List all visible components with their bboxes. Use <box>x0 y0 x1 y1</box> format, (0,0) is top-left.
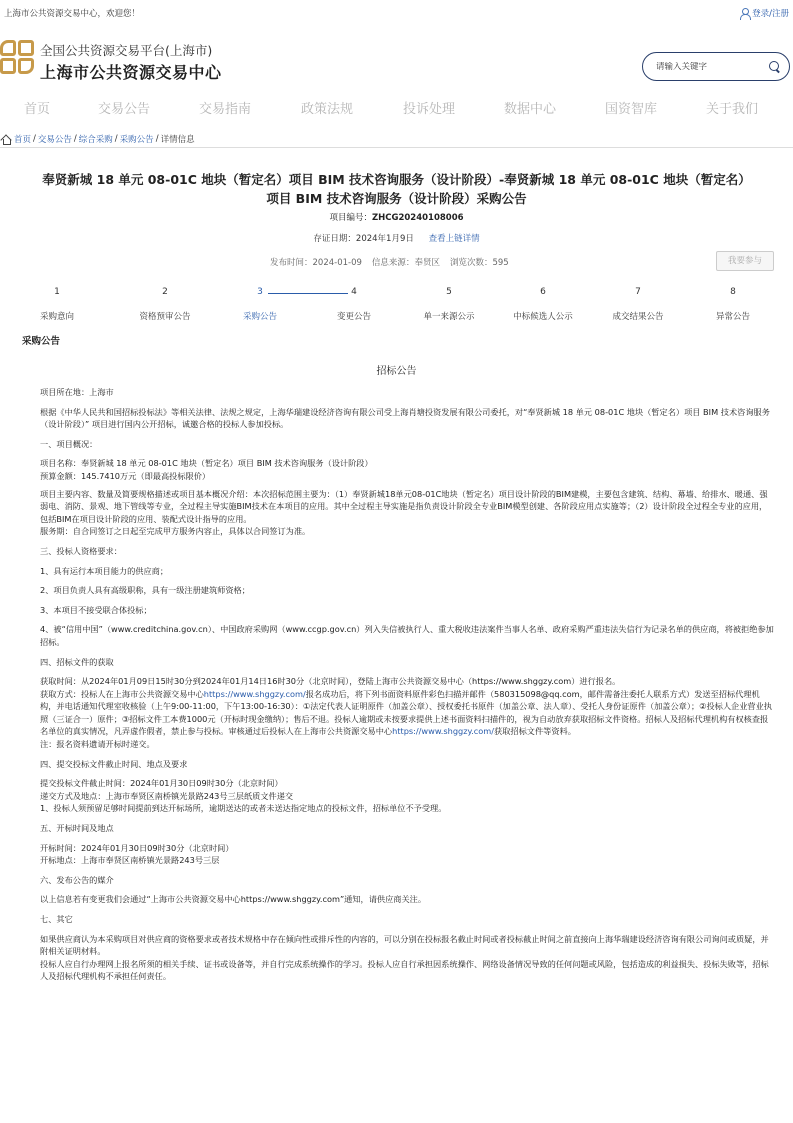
welcome-text: 上海市公共资源交易中心，欢迎您！ <box>4 9 141 19</box>
breadcrumb-purchase-notice[interactable]: 采购公告 <box>119 135 154 145</box>
retain-info: 存证日期：2024年1月9日 查看上链详情 <box>313 234 480 244</box>
step-8[interactable]: 8 异常公告 <box>715 287 750 322</box>
heading-submission: 四、提交投标文件截止时间、地点及要求 <box>40 758 188 769</box>
step-4[interactable]: 4 变更公告 <box>336 287 371 322</box>
heading-media: 六、发布公告的媒介 <box>40 874 114 885</box>
shggzy-link-2[interactable]: https://www.shggzy.com/ <box>392 726 495 737</box>
para-note: 注：报名资料遗请开标时递交。 <box>40 739 155 750</box>
home-icon <box>1 135 11 144</box>
para-opening-time: 开标时间：2024年01月30日09时30分（北京时间） <box>40 842 234 853</box>
step-5[interactable]: 5 单一来源公示 <box>423 287 475 322</box>
step-3[interactable]: 3 采购公告 <box>242 287 277 322</box>
divider <box>0 147 793 148</box>
para-location: 项目所在地：上海市 <box>40 387 114 397</box>
login-link[interactable] <box>740 7 789 19</box>
step-1[interactable]: 1 采购意向 <box>39 287 74 322</box>
para-other-2: 投标人应自行办理网上报名所须的相关手续、证书或设备等，并自行完成系统操作的学习。投标人应自行承担因系统操作、网络设备情况导致的任何问题或风险，包括造成的利益损失、投标失败等，招标人及招标代理机构不承担任何责任。 <box>40 958 769 982</box>
nav-home[interactable]: 首页 <box>24 102 51 117</box>
user-icon <box>740 8 750 19</box>
notice-title: 招标公告 <box>376 366 417 377</box>
breadcrumb-announcements[interactable]: 交易公告 <box>37 135 72 145</box>
shggzy-link[interactable]: https://www.shggzy.com/ <box>203 688 306 699</box>
search-input[interactable] <box>656 62 766 72</box>
nav-announcements[interactable]: 交易公告 <box>98 102 151 117</box>
chain-detail-link[interactable]: 查看上链详情 <box>428 234 480 244</box>
heading-other: 七、其它 <box>40 914 73 924</box>
page-title: 奉贤新城 18 单元 08-01C 地块（暂定名）项目 BIM 技术咨询服务（设计阶段）-奉贤新城 18 单元 08-01C 地块（暂定名）项目 BIM 技术咨询服务（设计阶段）采购公告 <box>42 172 751 206</box>
nav-guide[interactable]: 交易指南 <box>199 102 252 117</box>
login-label: 登录/注册 <box>752 9 789 19</box>
nav-complaints[interactable]: 投诉处理 <box>403 102 456 117</box>
search-icon[interactable] <box>769 61 781 73</box>
step-2[interactable]: 2 资格预审公告 <box>139 287 191 322</box>
para-obtain-method: 获取方式：投标人在上海市公共资源交易中心https://www.shggzy.com/报名成功后，将下列书面资料原件彩色扫描并邮件（580315098@qq.com，邮件需备注委托人联系方式）发送至招标代理机构，并电话通知代理室收核验（上午9:00-11:00，下午13:00-16:30）：①法定代表人证明原件（加盖公章）、授权委托书原件（加盖公章、法人章）、受托人身份证原件（加盖公章）；②投标人企业营业执照（三证合一）原件；③招标文件工本费1000元（开标时现金缴纳）；售后不退。投标人逾期或未按要求提供上述书面资料扫描件的，视为自动放弃获取招标文件资格。招标人及招标代理机构有权核查报名单位的真实情况，凡弄虚作假者，禁止参与投标。审核通过后投标人在上海市公共资源交易中心https://www.shggzy.com/获取招标文件等资料。 <box>40 688 772 737</box>
search-box <box>642 52 790 81</box>
step-6[interactable]: 6 中标候选人公示 <box>513 287 573 322</box>
notice-body <box>40 386 775 983</box>
para-submit-place: 递交方式及地点：上海市奉贤区南桥镇光景路243号三层纸质文件递交 <box>40 790 294 801</box>
para-budget: 预算金额：145.7410万元（即最高投标限价） <box>40 470 211 481</box>
section-heading: 采购公告 <box>22 336 61 347</box>
nav-think-tank[interactable]: 国资智库 <box>605 102 658 117</box>
nav-about[interactable]: 关于我们 <box>706 102 759 117</box>
heading-overview: 一、项目概况： <box>40 438 98 449</box>
para-qual-1: 1、具有运行本项目能力的供应商； <box>40 565 169 576</box>
para-intro: 根据《中华人民共和国招标投标法》等相关法律、法规之规定，上海华瑞建设经济咨询有限公司受上海肖塘投资发展有限公司委托，对“奉贤新城 18 单元 08-01C 地块（暂定名）项目 BIM 技术咨询服务（设计阶段）” 项目进行国内公开招标，诚邀合格的投标人参加投标。 <box>40 406 770 430</box>
process-steps <box>0 287 793 327</box>
para-deadline: 提交投标文件截止时间：2024年01月30日09时30分（北京时间） <box>40 778 283 789</box>
step-7[interactable]: 7 成交结果公告 <box>612 287 664 322</box>
breadcrumb-current: 详情信息 <box>160 135 195 145</box>
participate-button[interactable]: 我要参与 <box>716 251 774 271</box>
breadcrumb-procurement[interactable]: 综合采购 <box>78 135 113 145</box>
para-opening-place: 开标地点：上海市奉贤区南桥镇光景路243号三层 <box>40 855 220 866</box>
project-number: 项目编号：ZHCG20240108006 <box>329 213 464 223</box>
heading-qualification: 三、投标人资格要求： <box>40 545 122 556</box>
para-scope: 项目主要内容、数量及简要规格描述或项目基本概况介绍：本次招标范围主要为：（1）奉贤新城18单元08-01C地块（暂定名）项目设计阶段的BIM建模，主要包含建筑、结构、幕墙、给排水、暖通、强弱电、消防、景观、地下管线等专业，全过程主导实施BIM技术在本项目的应用。其中全过程主导实施是指负责设计阶段全专业BIM模型创建、各阶段应用点实施等；（2）设计阶段全过程全专业的应用，包括BIM在项目设计阶段的应用、装配式设计指导的应用。 <box>40 488 768 524</box>
para-obtain-time: 获取时间：从2024年01月09日15时30分到2024年01月14日16时30分（北京时间），登陆上海市公共资源交易中心（https://www.shggzy.com）进行报名。 <box>40 676 621 687</box>
site-title[interactable]: 上海市公共资源交易中心 <box>40 63 222 82</box>
para-qual-3: 3、本项目不接受联合体投标； <box>40 604 152 615</box>
para-submit-note: 1、投标人须预留足够时间提前到达开标场所，逾期送达的或者未送达指定地点的投标文件，招标单位不予受理。 <box>40 803 447 814</box>
para-qual-4: 4、被“信用中国”（www.creditchina.gov.cn）、中国政府采购网（www.ccgp.gov.cn）列入失信被执行人、重大税收违法案件当事人名单、政府采购严重违法失信行为记录名单的供应商，将被拒绝参加招标。 <box>40 624 774 647</box>
site-subtitle: 全国公共资源交易平台(上海市) <box>40 43 213 58</box>
nav-policy[interactable]: 政策法规 <box>301 102 354 117</box>
main-nav <box>0 86 793 126</box>
para-other-1: 如果供应商认为本采购项目对供应商的资格要求或者技术规格中存在倾向性或排斥性的内容的，可以分别在投标报名截止时间或者投标截止时间之前直接向上海华瑞建设经济咨询有限公司询问或质疑，并附相关证明材料。 <box>40 933 769 957</box>
heading-opening: 五、开标时间及地点 <box>40 823 114 834</box>
nav-data-center[interactable]: 数据中心 <box>504 102 557 117</box>
breadcrumb: 首页 / 交易公告 / 综合采购 / 采购公告 / 详情信息 <box>1 133 195 145</box>
breadcrumb-home[interactable]: 首页 <box>14 135 32 145</box>
para-qual-2: 2、项目负责人具有高级职称，具有一级注册建筑师资格； <box>40 585 250 596</box>
top-bar <box>0 0 793 26</box>
heading-obtain: 四、招标文件的获取 <box>40 656 114 667</box>
para-service-period: 服务期：自合同签订之日起至完成甲方服务内容止，具体以合同签订为准。 <box>40 526 311 537</box>
article-meta: 发布时间：2024-01-09 信息来源：奉贤区 浏览次数：595 <box>270 258 509 268</box>
site-logo-icon[interactable] <box>0 40 34 74</box>
para-media: 以上信息若有变更我们会通过“上海市公共资源交易中心https://www.shggzy.com”通知，请供应商关注。 <box>40 894 427 905</box>
para-project-name: 项目名称：奉贤新城 18 单元 08-01C 地块（暂定名）项目 BIM 技术咨询服务（设计阶段） <box>40 458 373 469</box>
